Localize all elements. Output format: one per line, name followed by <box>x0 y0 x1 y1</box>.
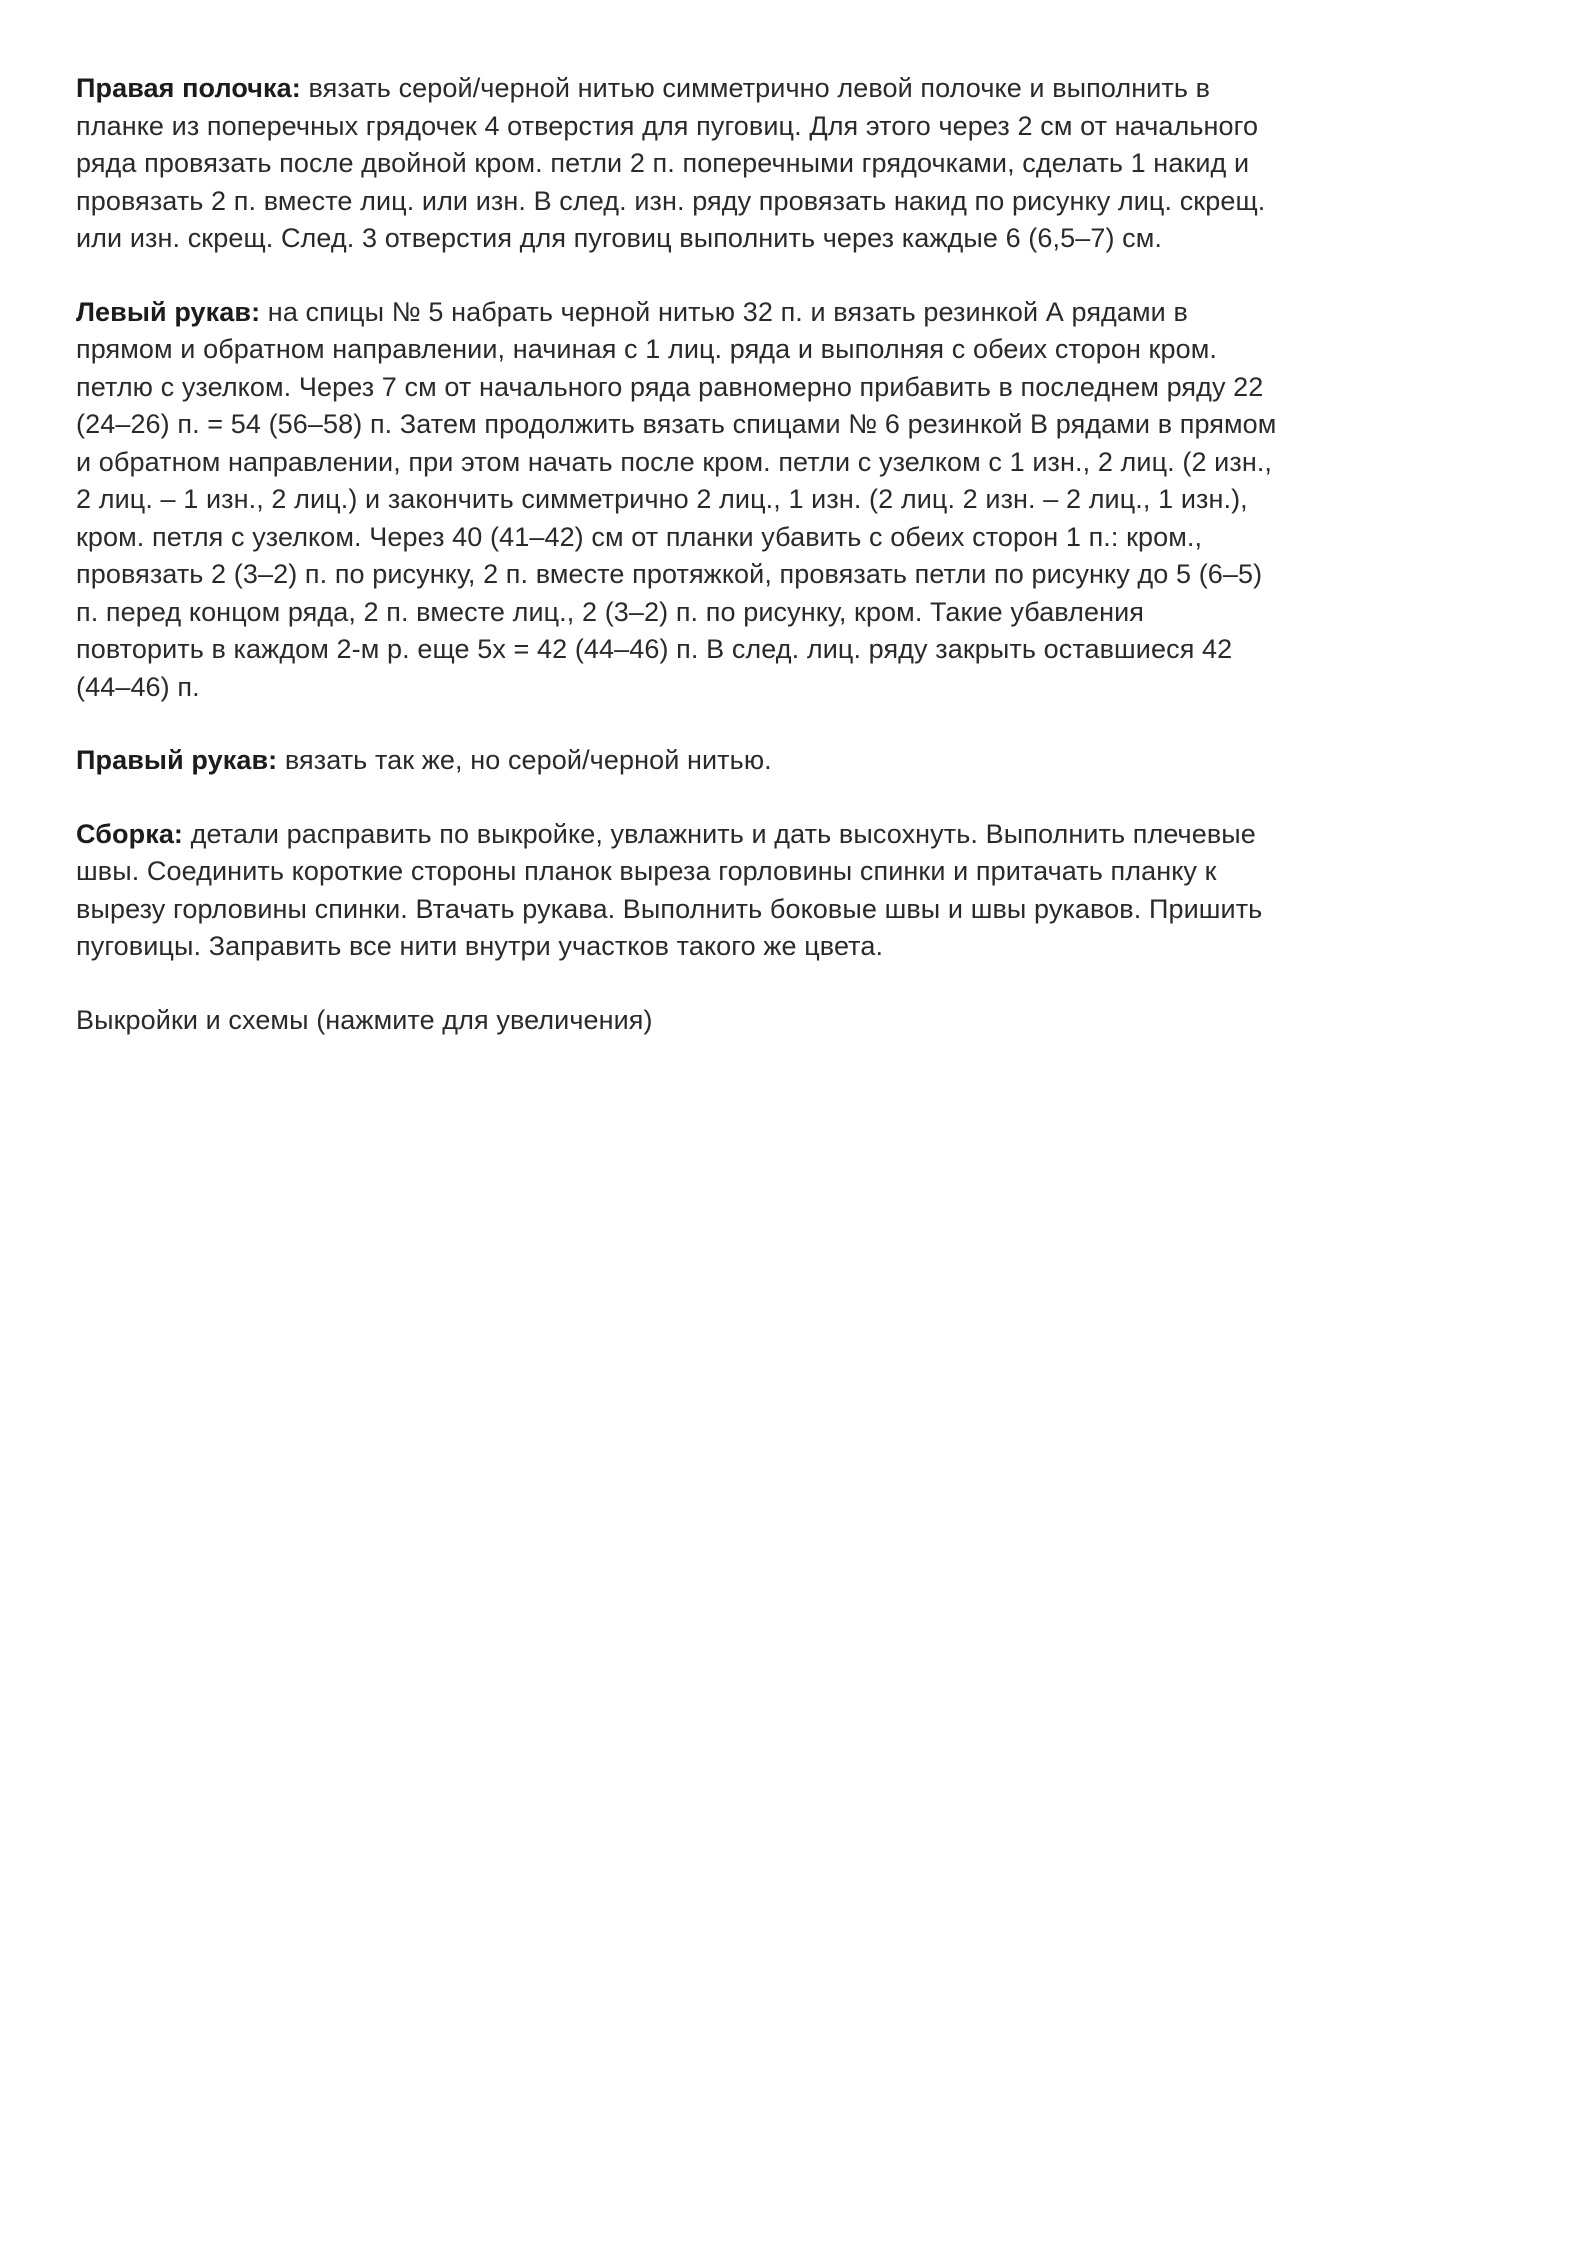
section-assembly <box>76 816 1486 966</box>
text-line: или изн. скрещ. След. 3 отверстия для пуговиц выполнить через каждые 6 (6,5–7) см. <box>76 223 1163 253</box>
text-line: п. перед концом ряда, 2 п. вместе лиц., 2 (3–2) п. по рисунку, кром. Такие убавления <box>76 596 1145 627</box>
text-fragment: детали расправить по выкройке, увлажнить и дать высохнуть. Выполнить плечевые <box>183 818 1256 849</box>
text-line <box>76 816 1486 854</box>
text-fragment: на спицы № 5 набрать черной нитью 32 п. и вязать резинкой А рядами в <box>260 296 1188 327</box>
section-heading: Левый рукав: <box>76 296 261 327</box>
text-line <box>76 294 1486 332</box>
section-heading: Сборка: <box>76 818 184 849</box>
text-line: провязать 2 (3–2) п. по рисунку, 2 п. вместе протяжкой, провязать петли по рисунку до 5 (6–5) <box>76 559 1263 589</box>
section-heading: Правая полочка: <box>76 73 301 103</box>
patterns-link-label[interactable]: Выкройки и схемы (нажмите для увеличения) <box>76 1004 653 1035</box>
section-right-sleeve <box>76 742 1486 780</box>
text-fragment: вязать так же, но серой/черной нитью. <box>277 745 772 775</box>
patterns-link[interactable] <box>76 1002 1486 1040</box>
document-body <box>76 70 1486 1075</box>
text-line: 2 лиц. – 1 изн., 2 лиц.) и закончить симметрично 2 лиц., 1 изн. (2 лиц. 2 изн. – 2 лиц., 1 изн.), <box>76 484 1248 514</box>
text-fragment: вязать серой/черной нитью симметрично левой полочке и выполнить в <box>300 73 1211 103</box>
text-line: петлю с узелком. Через 7 см от начального ряда равномерно прибавить в последнем ряду 22 <box>76 371 1264 402</box>
text-line: провязать 2 п. вместе лиц. или изн. В след. изн. ряду провязать накид по рисунку лиц. скрещ. <box>76 185 1266 216</box>
text-line: вырезу горловины спинки. Втачать рукава. Выполнить боковые швы и швы рукавов. Пришить <box>76 893 1263 924</box>
text-line: швы. Соединить короткие стороны планок выреза горловины спинки и притачать планку к <box>76 856 1217 886</box>
text-line: (44–46) п. <box>76 671 200 702</box>
section-right-front <box>76 70 1486 258</box>
text-line: (24–26) п. = 54 (56–58) п. Затем продолжить вязать спицами № 6 резинкой В рядами в прямом <box>76 409 1277 439</box>
text-line: кром. петля с узелком. Через 40 (41–42) см от планки убавить с обеих сторон 1 п.: кром., <box>76 521 1203 552</box>
text-line: повторить в каждом 2-м р. еще 5х = 42 (44–46) п. В след. лиц. ряду закрыть оставшиеся 42 <box>76 634 1233 664</box>
text-line: пуговицы. Заправить все нити внутри участков такого же цвета. <box>76 931 884 961</box>
text-line: и обратном направлении, при этом начать после кром. петли с узелком с 1 изн., 2 лиц. (2 изн., <box>76 446 1273 477</box>
text-line: ряда провязать после двойной кром. петли 2 п. поперечными грядочками, сделать 1 накид и <box>76 148 1250 178</box>
section-left-sleeve <box>76 294 1486 707</box>
text-line <box>76 70 1486 108</box>
text-line: прямом и обратном направлении, начиная с 1 лиц. ряда и выполняя с обеих сторон кром. <box>76 334 1217 364</box>
text-line: планке из поперечных грядочек 4 отверстия для пуговиц. Для этого через 2 см от начального <box>76 110 1259 141</box>
text-line <box>76 742 1486 780</box>
section-heading: Правый рукав: <box>76 745 278 775</box>
